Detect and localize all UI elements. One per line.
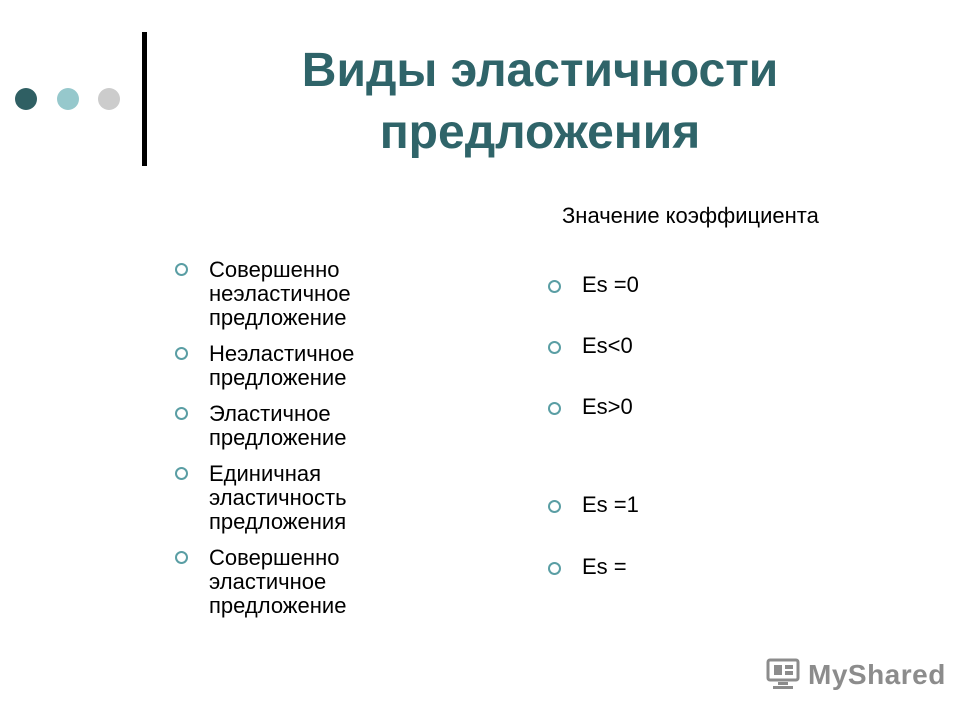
myshared-logo	[766, 656, 946, 692]
list-item-text: Совершенно эластичное предложение	[209, 545, 347, 618]
list-item	[175, 258, 475, 330]
decor-dot-grey	[98, 88, 120, 110]
list-item	[175, 546, 475, 618]
elasticity-types-list	[175, 258, 475, 630]
coefficient-text: Es =0	[582, 272, 639, 297]
logo-text: MyShared	[808, 659, 946, 690]
monitor-icon	[766, 658, 802, 690]
bullet-icon	[548, 500, 561, 513]
list-item-text: Единичная эластичность предложения	[209, 461, 347, 534]
bullet-icon	[548, 562, 561, 575]
list-item-text: Неэластичное предложение	[209, 341, 355, 390]
slide-title: Виды эластичности предложения	[301, 44, 779, 159]
bullet-icon	[548, 402, 561, 415]
coefficient-text: Es =1	[582, 492, 639, 517]
bullet-icon	[175, 407, 188, 420]
bullet-icon	[175, 347, 188, 360]
decor-dot-dark	[15, 88, 37, 110]
bullet-icon	[548, 280, 561, 293]
bullet-icon	[175, 263, 188, 276]
list-item-text: Эластичное предложение	[209, 401, 347, 450]
list-item-text: Совершенно неэластичное предложение	[209, 257, 351, 330]
bullet-icon	[175, 551, 188, 564]
coefficient-text: Es<0	[582, 333, 633, 358]
coefficient-header: Значение коэффициента	[562, 203, 819, 228]
decor-vertical-bar	[142, 32, 147, 166]
list-item	[175, 462, 475, 534]
list-item	[175, 402, 475, 450]
bullet-icon	[548, 341, 561, 354]
bullet-icon	[175, 467, 188, 480]
coefficient-text: Es =	[582, 554, 627, 579]
decor-dot-light	[57, 88, 79, 110]
list-item	[175, 342, 475, 390]
coefficient-text: Es>0	[582, 394, 633, 419]
